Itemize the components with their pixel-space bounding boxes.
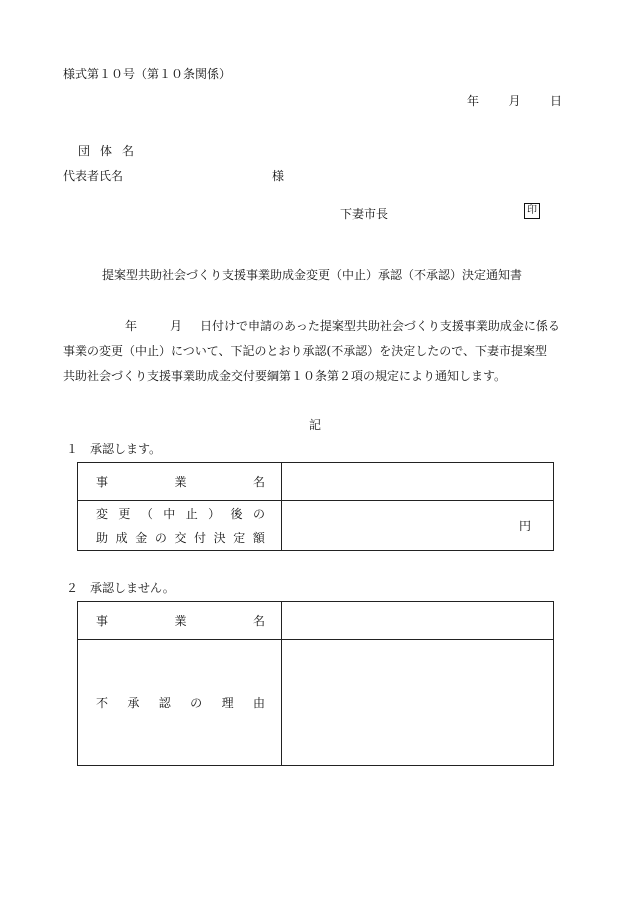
table-row (78, 501, 554, 551)
table-row (78, 640, 554, 766)
seal-mark: 印 (524, 203, 540, 219)
date-month-label: 月 (508, 94, 521, 108)
date-day-label: 日 (549, 94, 562, 108)
project-name-label-cell (78, 463, 282, 501)
document-title: 提案型共助社会づくり支援事業助成金変更（中止）承認（不承認）決定通知書 (102, 268, 523, 282)
body-line-1-rest: 日付けで申請のあった提案型共助社会づくり支援事業助成金に係る (200, 319, 560, 333)
date-year-label: 年 (467, 94, 480, 108)
ki-heading: 記 (309, 418, 322, 432)
body-line-1 (63, 318, 568, 343)
body-line-3: 共助社会づくり支援事業助成金交付要綱第１０条第２項の規定により通知します。 (63, 369, 507, 383)
body-date-year: 年 (125, 319, 138, 333)
project-name-value-cell (282, 602, 554, 640)
addressee-rep-label: 代表者氏名 (63, 169, 124, 183)
issuer-name: 下妻市長 (340, 207, 389, 221)
section-2-heading: ２ 承認しません。 (66, 581, 175, 595)
project-name-value-cell (282, 463, 554, 501)
project-name-label: 事 業 名 (96, 474, 265, 489)
body-date-month: 月 (170, 319, 183, 333)
date-line (467, 93, 562, 109)
addressee-honorific: 様 (272, 169, 285, 183)
grant-amount-label-line-1: 変 更 （ 中 止 ） 後 の (96, 506, 265, 521)
rejection-reason-label: 不 承 認 の 理 由 (96, 695, 265, 710)
form-id: 様式第１０号（第１０条関係） (63, 67, 232, 81)
rejection-reason-label-cell (78, 640, 282, 766)
grant-amount-value-cell: 円 (282, 501, 554, 551)
body-text (63, 318, 568, 393)
section-1-heading: １ 承認します。 (66, 442, 162, 456)
approval-table (77, 462, 554, 551)
grant-amount-label-line-2: 助 成 金 の 交 付 決 定 額 (96, 530, 265, 545)
rejection-table (77, 601, 554, 766)
addressee-org-label: 団体名 (78, 144, 145, 158)
table-row (78, 602, 554, 640)
rejection-reason-value-cell (282, 640, 554, 766)
body-line-2: 事業の変更（中止）について、下記のとおり承認(不承認）を決定したので、下妻市提案型 (63, 344, 547, 358)
grant-amount-label-cell (78, 501, 282, 551)
project-name-label: 事 業 名 (96, 613, 265, 628)
table-row (78, 463, 554, 501)
project-name-label-cell (78, 602, 282, 640)
